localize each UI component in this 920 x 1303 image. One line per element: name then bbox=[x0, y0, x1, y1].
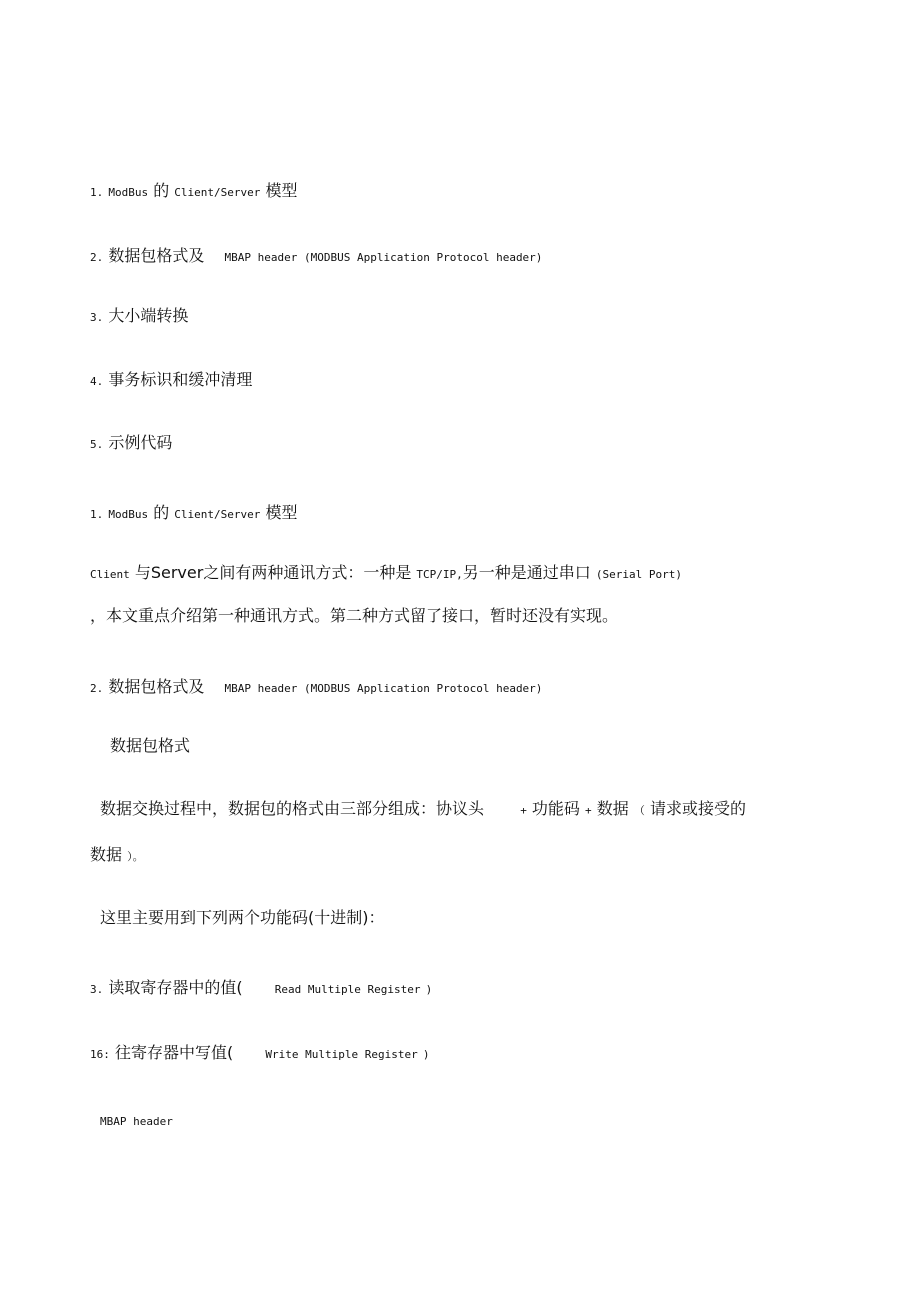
subheading-text: 数据包格式 bbox=[110, 736, 191, 755]
toc-item-1 bbox=[90, 181, 298, 200]
toc-item-3 bbox=[90, 306, 188, 325]
toc-item-4 bbox=[90, 370, 252, 389]
heading-text: 的 bbox=[153, 503, 170, 522]
function-code-number: 3. bbox=[90, 983, 104, 996]
section-2-heading bbox=[90, 677, 542, 696]
paragraph-text: 数据交换过程中，数据包的格式由三部分组成：协议头 bbox=[100, 799, 485, 818]
toc-text: 数据包格式及 bbox=[108, 246, 205, 265]
function-code-text: ) bbox=[425, 983, 433, 996]
paragraph-text: 功能码 bbox=[531, 799, 580, 818]
heading-text: ModBus bbox=[108, 508, 149, 521]
function-code-3 bbox=[90, 978, 432, 997]
toc-number: 5. bbox=[90, 438, 104, 451]
heading-text: 模型 bbox=[265, 503, 298, 522]
function-code-16 bbox=[90, 1043, 429, 1062]
function-code-number: 16: bbox=[90, 1048, 110, 1061]
function-code-text: ) bbox=[422, 1048, 430, 1061]
toc-number: 4. bbox=[90, 375, 104, 388]
heading-text: MBAP header (MODBUS Application Protocol header) bbox=[224, 682, 543, 695]
section-2-paragraph-2 bbox=[100, 908, 385, 927]
paragraph-text: + bbox=[520, 804, 527, 817]
paragraph-text: 数据 bbox=[596, 799, 629, 818]
paragraph-text: Client bbox=[90, 568, 130, 581]
function-code-text: 往寄存器中写值( bbox=[114, 1043, 234, 1062]
paragraph-text: 另一种是通过串口 bbox=[462, 563, 591, 582]
section-1-paragraph bbox=[90, 563, 682, 582]
toc-text: 事务标识和缓冲清理 bbox=[108, 370, 253, 389]
toc-text: 的 bbox=[153, 181, 170, 200]
toc-item-5 bbox=[90, 433, 172, 452]
heading-number: 1. bbox=[90, 508, 104, 521]
toc-text: Client/Server bbox=[174, 186, 261, 199]
label-text: MBAP header bbox=[100, 1115, 173, 1128]
heading-number: 2. bbox=[90, 682, 104, 695]
toc-number: 2. bbox=[90, 251, 104, 264]
section-1-paragraph-cont bbox=[90, 606, 618, 625]
function-code-text: Write Multiple Register bbox=[265, 1048, 418, 1061]
paragraph-text: TCP/IP, bbox=[416, 568, 463, 581]
toc-text: MBAP header (MODBUS Application Protocol header) bbox=[224, 251, 543, 264]
paragraph-text: （ bbox=[633, 804, 645, 817]
toc-number: 3. bbox=[90, 311, 104, 324]
toc-text: 示例代码 bbox=[108, 433, 173, 452]
paragraph-text: 数据 bbox=[90, 845, 123, 864]
paragraph-text: ，本文重点介绍第一种通讯方式。第二种方式留了接口，暂时还没有实现。 bbox=[90, 606, 619, 625]
paragraph-text: + bbox=[585, 804, 592, 817]
toc-text: ModBus bbox=[108, 186, 149, 199]
paragraph-text: 请求或接受的 bbox=[649, 799, 746, 818]
heading-text: Client/Server bbox=[174, 508, 261, 521]
heading-text: 数据包格式及 bbox=[108, 677, 205, 696]
subheading bbox=[110, 736, 190, 755]
paragraph-text: 这里主要用到下列两个功能码(十进制)： bbox=[100, 908, 385, 927]
function-code-text: 读取寄存器中的值( bbox=[108, 978, 243, 997]
mbap-header-label bbox=[100, 1110, 173, 1129]
toc-text: 模型 bbox=[265, 181, 298, 200]
paragraph-text: 与Server之间有两种通讯方式：一种是 bbox=[134, 563, 412, 582]
toc-text: 大小端转换 bbox=[108, 306, 189, 325]
function-code-text: Read Multiple Register bbox=[274, 983, 421, 996]
section-2-paragraph-cont bbox=[90, 845, 144, 864]
toc-number: 1. bbox=[90, 186, 104, 199]
section-2-paragraph bbox=[100, 799, 746, 818]
paragraph-text: (Serial Port) bbox=[595, 568, 682, 581]
toc-item-2 bbox=[90, 246, 542, 265]
paragraph-text: ）。 bbox=[127, 850, 144, 863]
section-1-heading bbox=[90, 503, 298, 522]
